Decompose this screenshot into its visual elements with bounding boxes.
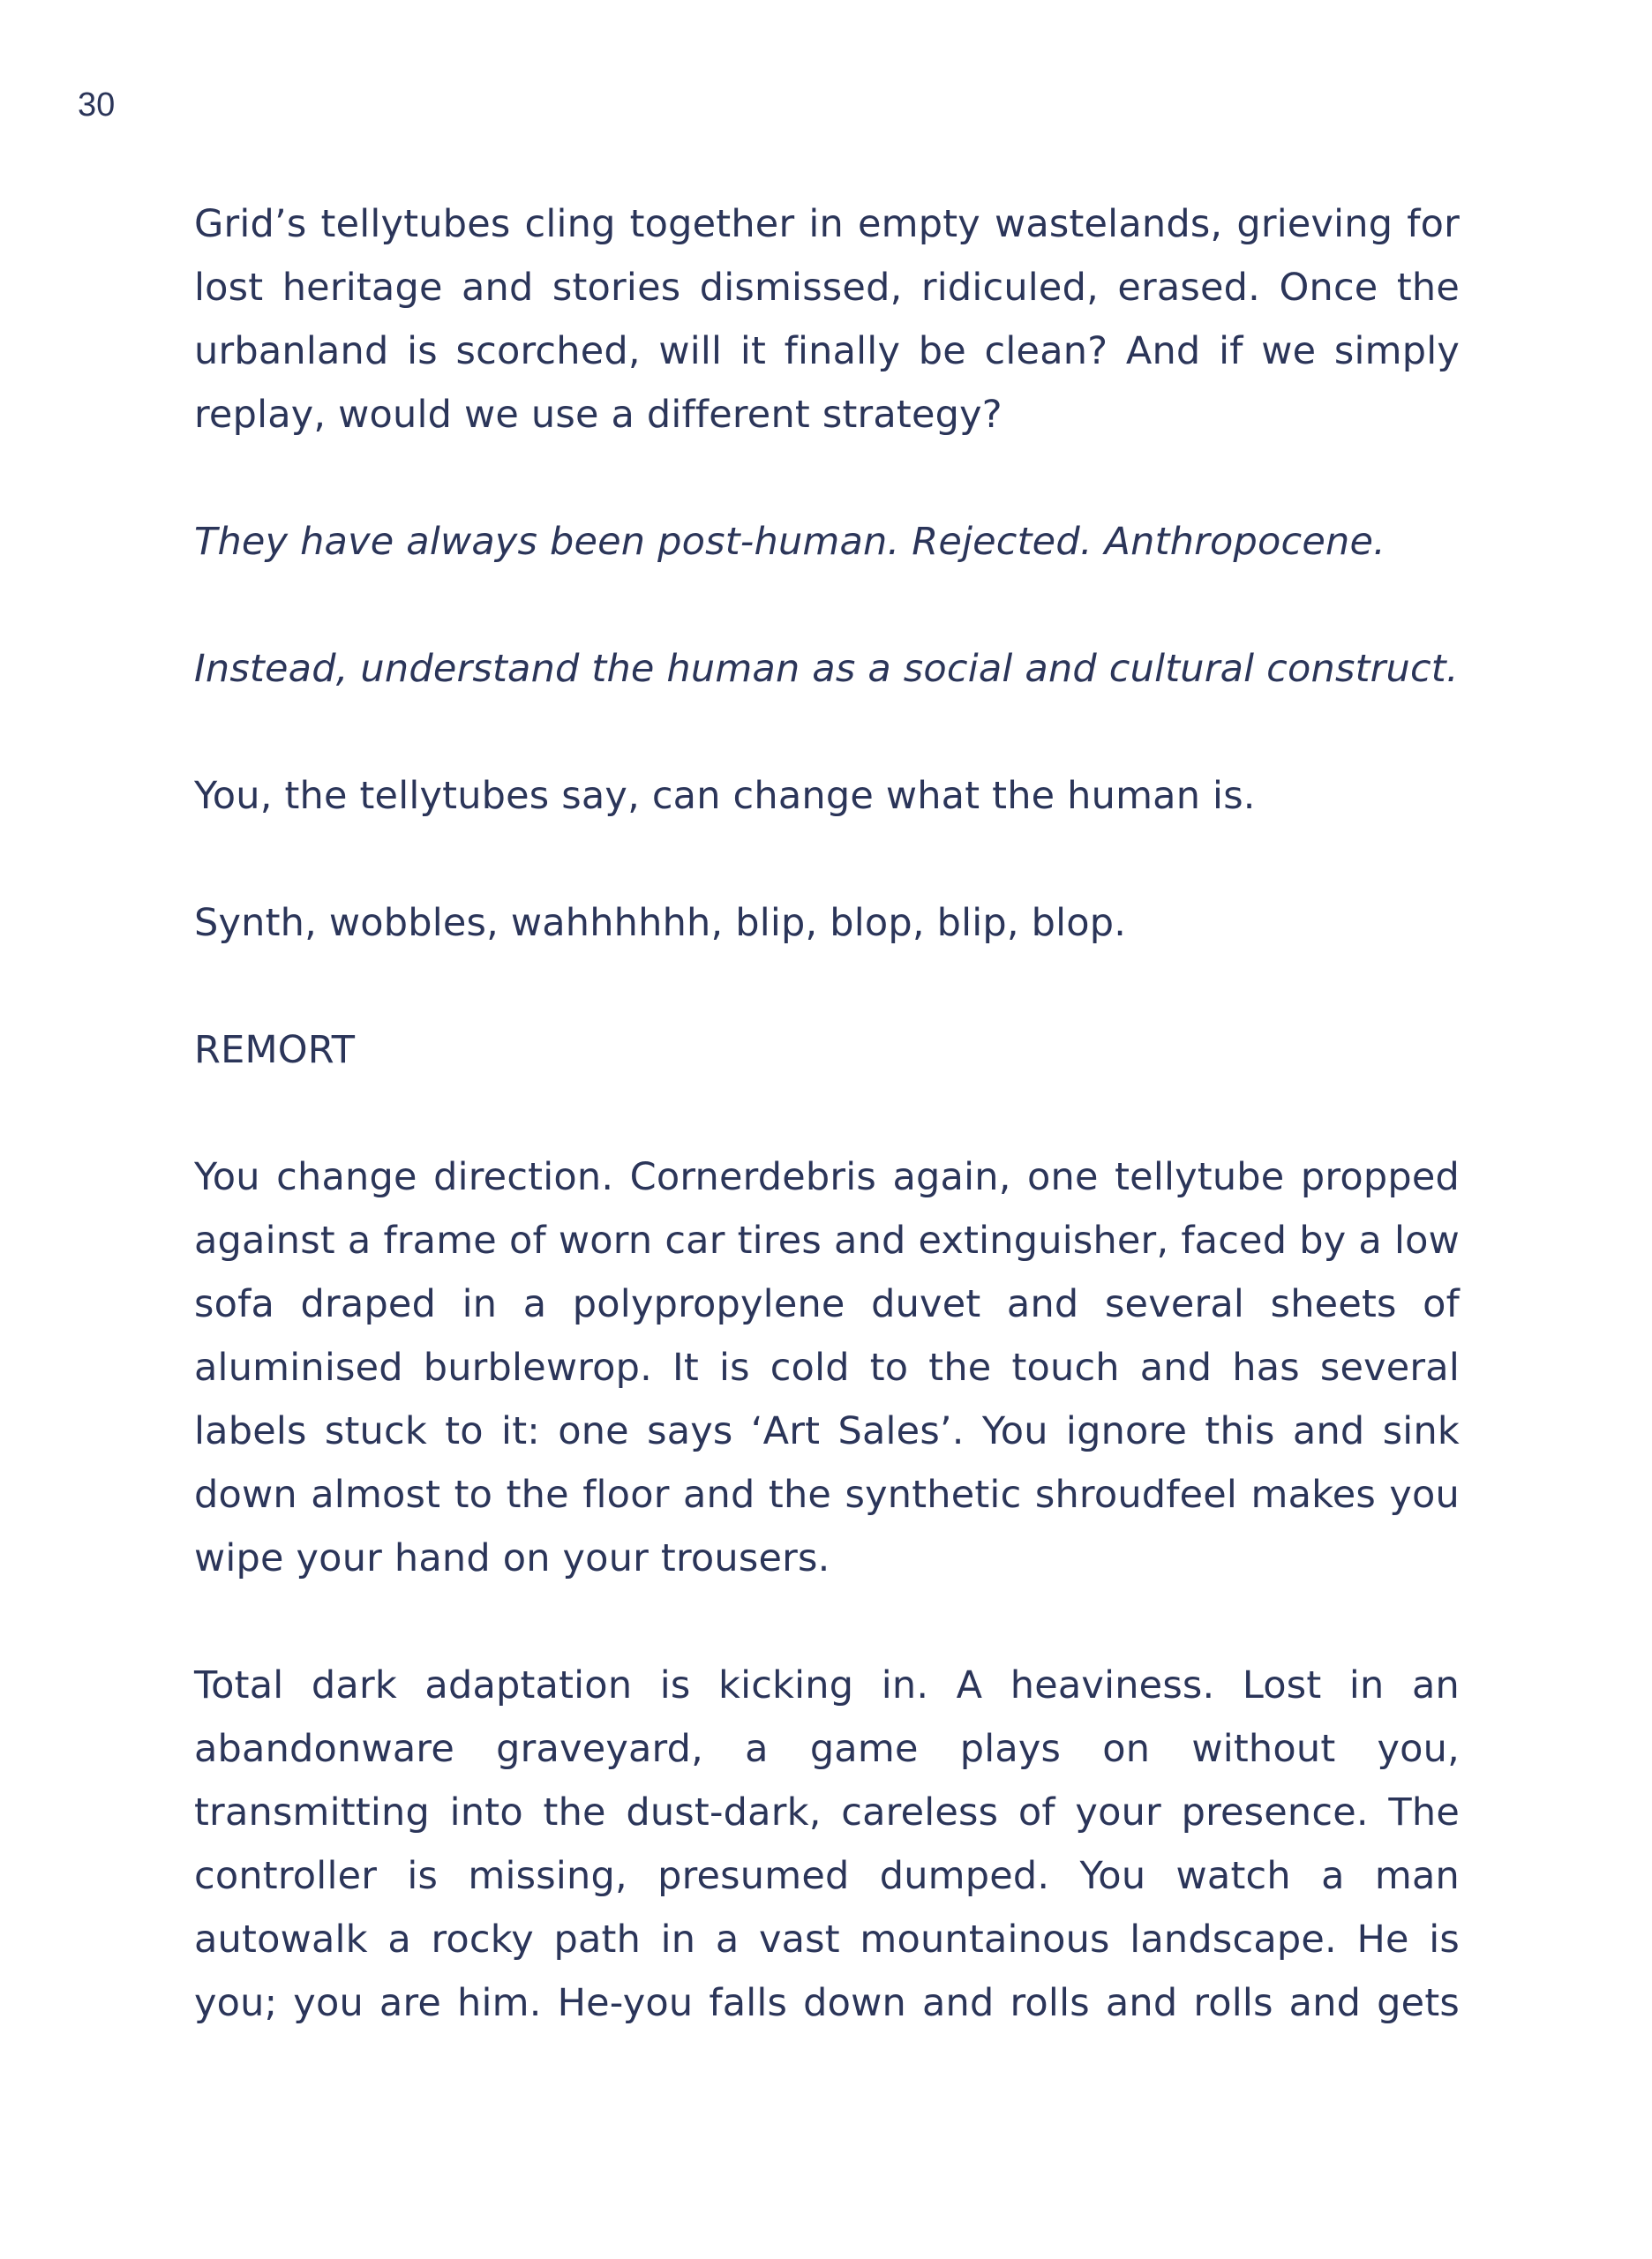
- paragraph-synth-sounds: Synth, wobbles, wahhhhhh, blip, blop, blip, blop.: [194, 901, 1127, 945]
- paragraph-tellytubes-wastelands: Grid’s tellytubes cling together in empty wastelands, grieving for lost heritage and stories dismissed, ridiculed, erased. Once the urbanland is scorched, will it finally be clean? And if we simply replay, would we use a different strategy?: [194, 202, 1460, 437]
- paragraph-social-construct: Instead, understand the human as a social and cultural construct.: [194, 647, 1459, 691]
- paragraph-post-human: They have always been post-human. Rejected. Anthropocene.: [194, 520, 1386, 564]
- paragraph-dark-adaptation: Total dark adaptation is kicking in. A heaviness. Lost in an abandonware graveyard, a game plays on without you, transmitting into the dust-dark, careless of your presence. The controller is missing, presumed dumped. You watch a man autowalk a rocky path in a vast mountainous landscape. He is you; you are him. He-you falls down and rolls and rolls and gets: [194, 1663, 1460, 2025]
- paragraph-change-human: You, the tellytubes say, can change what the human is.: [194, 774, 1256, 818]
- paragraph-remort: REMORT: [194, 1028, 356, 1072]
- page-body: [194, 192, 1460, 2035]
- paragraph-change-direction: You change direction. Cornerdebris again, one tellytube propped against a frame of worn car tires and extinguisher, faced by a low sofa draped in a polypropylene duvet and several sheets of aluminised burblewrop. It is cold to the touch and has several labels stuck to it: one says ‘Art Sales’. You ignore this and sink down almost to the floor and the synthetic shroudfeel makes you wipe your hand on your trousers.: [194, 1155, 1460, 1580]
- page-number: 30: [78, 86, 116, 124]
